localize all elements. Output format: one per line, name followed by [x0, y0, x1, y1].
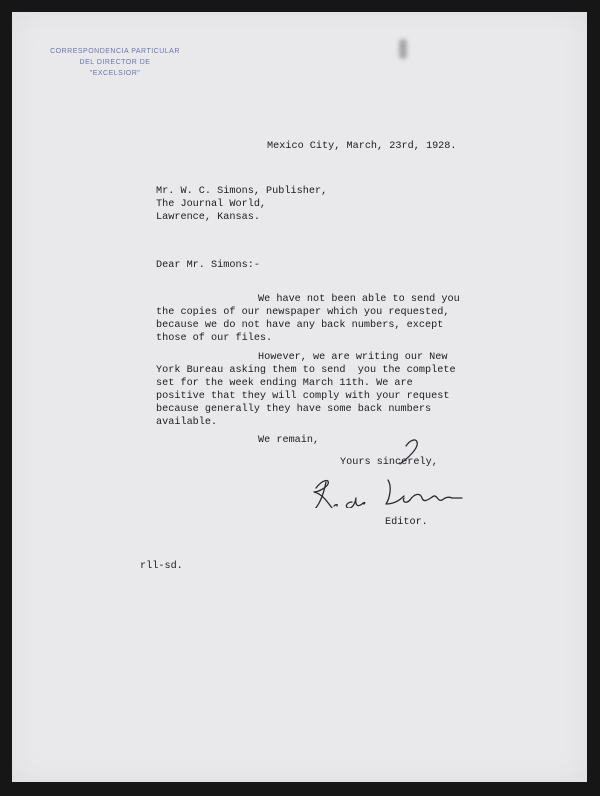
- ink-smudge: [399, 39, 407, 59]
- salutation: Dear Mr. Simons:-: [156, 260, 260, 271]
- closing: Yours sincerely,: [340, 457, 438, 468]
- paragraph-2-line: available.: [156, 417, 218, 428]
- letterhead-line-2: DEL DIRECTOR DE: [79, 59, 151, 66]
- paragraph-1-line: because we do not have any back numbers, except: [156, 320, 444, 331]
- recipient-line-2: The Journal World,: [156, 199, 267, 210]
- letter-date: Mexico City, March, 23rd, 1928.: [267, 141, 457, 152]
- we-remain: We remain,: [258, 435, 320, 446]
- paragraph-2-line: because generally they have some back numbers: [156, 404, 432, 415]
- paragraph-2-line: set for the week ending March 11th. We are: [156, 378, 413, 389]
- letterhead-line-1: CORRESPONDENCIA PARTICULAR: [50, 48, 180, 55]
- reference-initials: rll-sd.: [140, 561, 183, 572]
- handwritten-signature: [292, 418, 482, 508]
- paragraph-1-line: the copies of our newspaper which you requested,: [156, 307, 450, 318]
- paragraph-2-line: However, we are writing our New: [258, 352, 448, 363]
- paragraph-2-line: positive that they will comply with your request: [156, 391, 450, 402]
- recipient-line-1: Mr. W. C. Simons, Publisher,: [156, 186, 328, 197]
- paragraph-2-line: York Bureau asking them to send you the complete: [156, 365, 456, 376]
- signer-title: Editor.: [385, 517, 428, 528]
- paragraph-1-line: those of our files.: [156, 333, 273, 344]
- letterhead: [48, 46, 182, 79]
- letterhead-line-3: "EXCELSIOR": [89, 70, 141, 77]
- recipient-line-3: Lawrence, Kansas.: [156, 212, 260, 223]
- paragraph-1-line: We have not been able to send you: [258, 294, 460, 305]
